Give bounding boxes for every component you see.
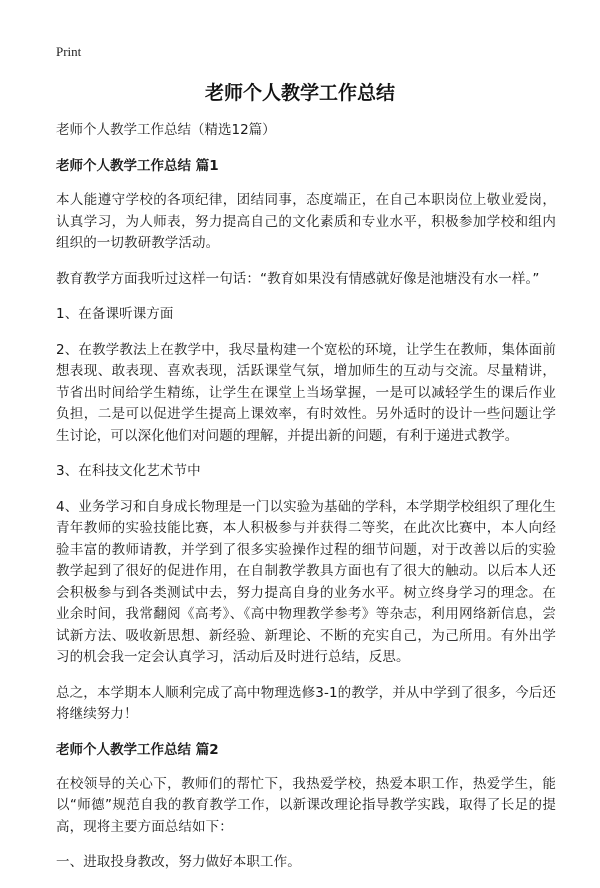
document-body: [56, 120, 556, 888]
print-link[interactable]: Print: [56, 44, 82, 59]
section-heading-1: 老师个人教学工作总结 篇1: [56, 158, 219, 174]
paragraph: 2、在教学教法上在教学中，我尽量构建一个宽松的环境，让学生在教师，集体面前想表现、敢表现、喜欢表现，活跃课堂气氛，增加师生的互动与交流。尽量精讲，节省出时间给学生精练，让学生在课堂上当场掌握，一是可以减轻学生的课后作业负担，二是可以促进学生提高上课效率，有时效性。另外适时的设计一些问题让学生讨论，可以深化他们对问题的理解，并提出新的问题，有利于递进式教学。: [56, 341, 556, 444]
page-title: 老师个人教学工作总结: [204, 82, 395, 104]
paragraph: 在校领导的关心下，教师们的帮忙下，我热爱学校，热爱本职工作，热爱学生，能以“师德”规范自我的教育教学工作，以新课改理论指导教学实践，取得了长足的提高，现将主要方面总结如下：: [56, 775, 556, 835]
paragraph: 3、在科技文化艺术节中: [56, 463, 201, 479]
paragraph: 总之，本学期本人顺利完成了高中物理选修3-1的教学，并从中学到了很多，今后还将继续努力！: [56, 684, 556, 722]
document-subtitle: 老师个人教学工作总结（精选12篇）: [56, 122, 276, 138]
section-heading-2: 老师个人教学工作总结 篇2: [56, 741, 219, 758]
paragraph: 本人能遵守学校的各项纪律，团结同事，态度端正，在自己本职岗位上敬业爱岗，认真学习，为人师表，努力提高自己的文化素质和专业水平，积极参加学校和组内组织的一切教研教学活动。: [56, 192, 556, 251]
paragraph: 1、在备课听课方面: [56, 306, 174, 322]
paragraph: 4、业务学习和自身成长物理是一门以实验为基础的学科，本学期学校组织了理化生青年教师的实验技能比赛，本人积极参与并获得二等奖，在此次比赛中，本人向经验丰富的教师请教，并学到了很多实验操作过程的细节问题，对于改善以后的实验教学起到了很好的促进作用，在自制教学教具方面也有了很大的触动。以后本人还会积极参与到各类测试中去，努力提高自身的业务水平。树立终身学习的理念。在业余时间，我常翻阅《高考》、《高中物理教学参考》等杂志，利用网络新信息，尝试新方法、吸收新思想、新经验、新理论、不断的充实自己，为己所用。有外出学习的机会我一定会认真学习，活动后及时进行总结，反思。: [56, 498, 556, 665]
paragraph: 教育教学方面我听过这样一句话：“教育如果没有情感就好像是池塘没有水一样。”: [56, 270, 540, 287]
paragraph: 一、进取投身教改，努力做好本职工作。: [56, 854, 301, 870]
